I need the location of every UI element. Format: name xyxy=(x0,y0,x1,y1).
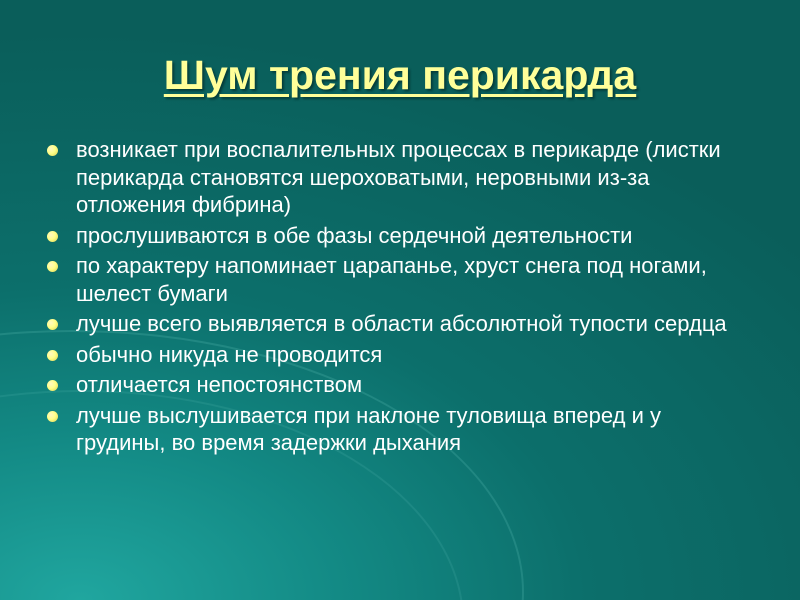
bullet-dot-icon xyxy=(47,350,58,361)
bullet-item xyxy=(44,310,754,338)
bullet-item xyxy=(44,252,754,307)
bullet-text: прослушиваются в обе фазы сердечной деятельности xyxy=(76,222,633,248)
bullet-list xyxy=(44,136,754,460)
bullet-dot-icon xyxy=(47,231,58,242)
bullet-dot-icon xyxy=(47,319,58,330)
bullet-item xyxy=(44,402,754,457)
bullet-dot-icon xyxy=(47,261,58,272)
slide-title: Шум трения перикарда xyxy=(163,52,637,98)
bullet-text: лучше выслушивается при наклоне туловища вперед и у грудины, во время задержки дыхания xyxy=(76,402,661,455)
bullet-item xyxy=(44,341,754,369)
bullet-text: обычно никуда не проводится xyxy=(76,341,383,367)
bullet-dot-icon xyxy=(47,411,58,422)
bullet-dot-icon xyxy=(47,145,58,156)
bullet-item xyxy=(44,222,754,250)
bullet-text: по характеру напоминает царапанье, хруст снега под ногами, шелест бумаги xyxy=(76,253,707,306)
bullet-dot-icon xyxy=(47,380,58,391)
bullet-item xyxy=(44,136,754,219)
bullet-text: возникает при воспалительных процессах в перикарде (листки перикарда становятся шероховатыми, неровными из-за отложения фибрина) xyxy=(76,137,721,217)
bullet-text: лучше всего выявляется в области абсолютной тупости сердца xyxy=(76,311,727,336)
bullet-text: отличается непостоянством xyxy=(76,372,363,397)
bullet-item xyxy=(44,371,754,399)
